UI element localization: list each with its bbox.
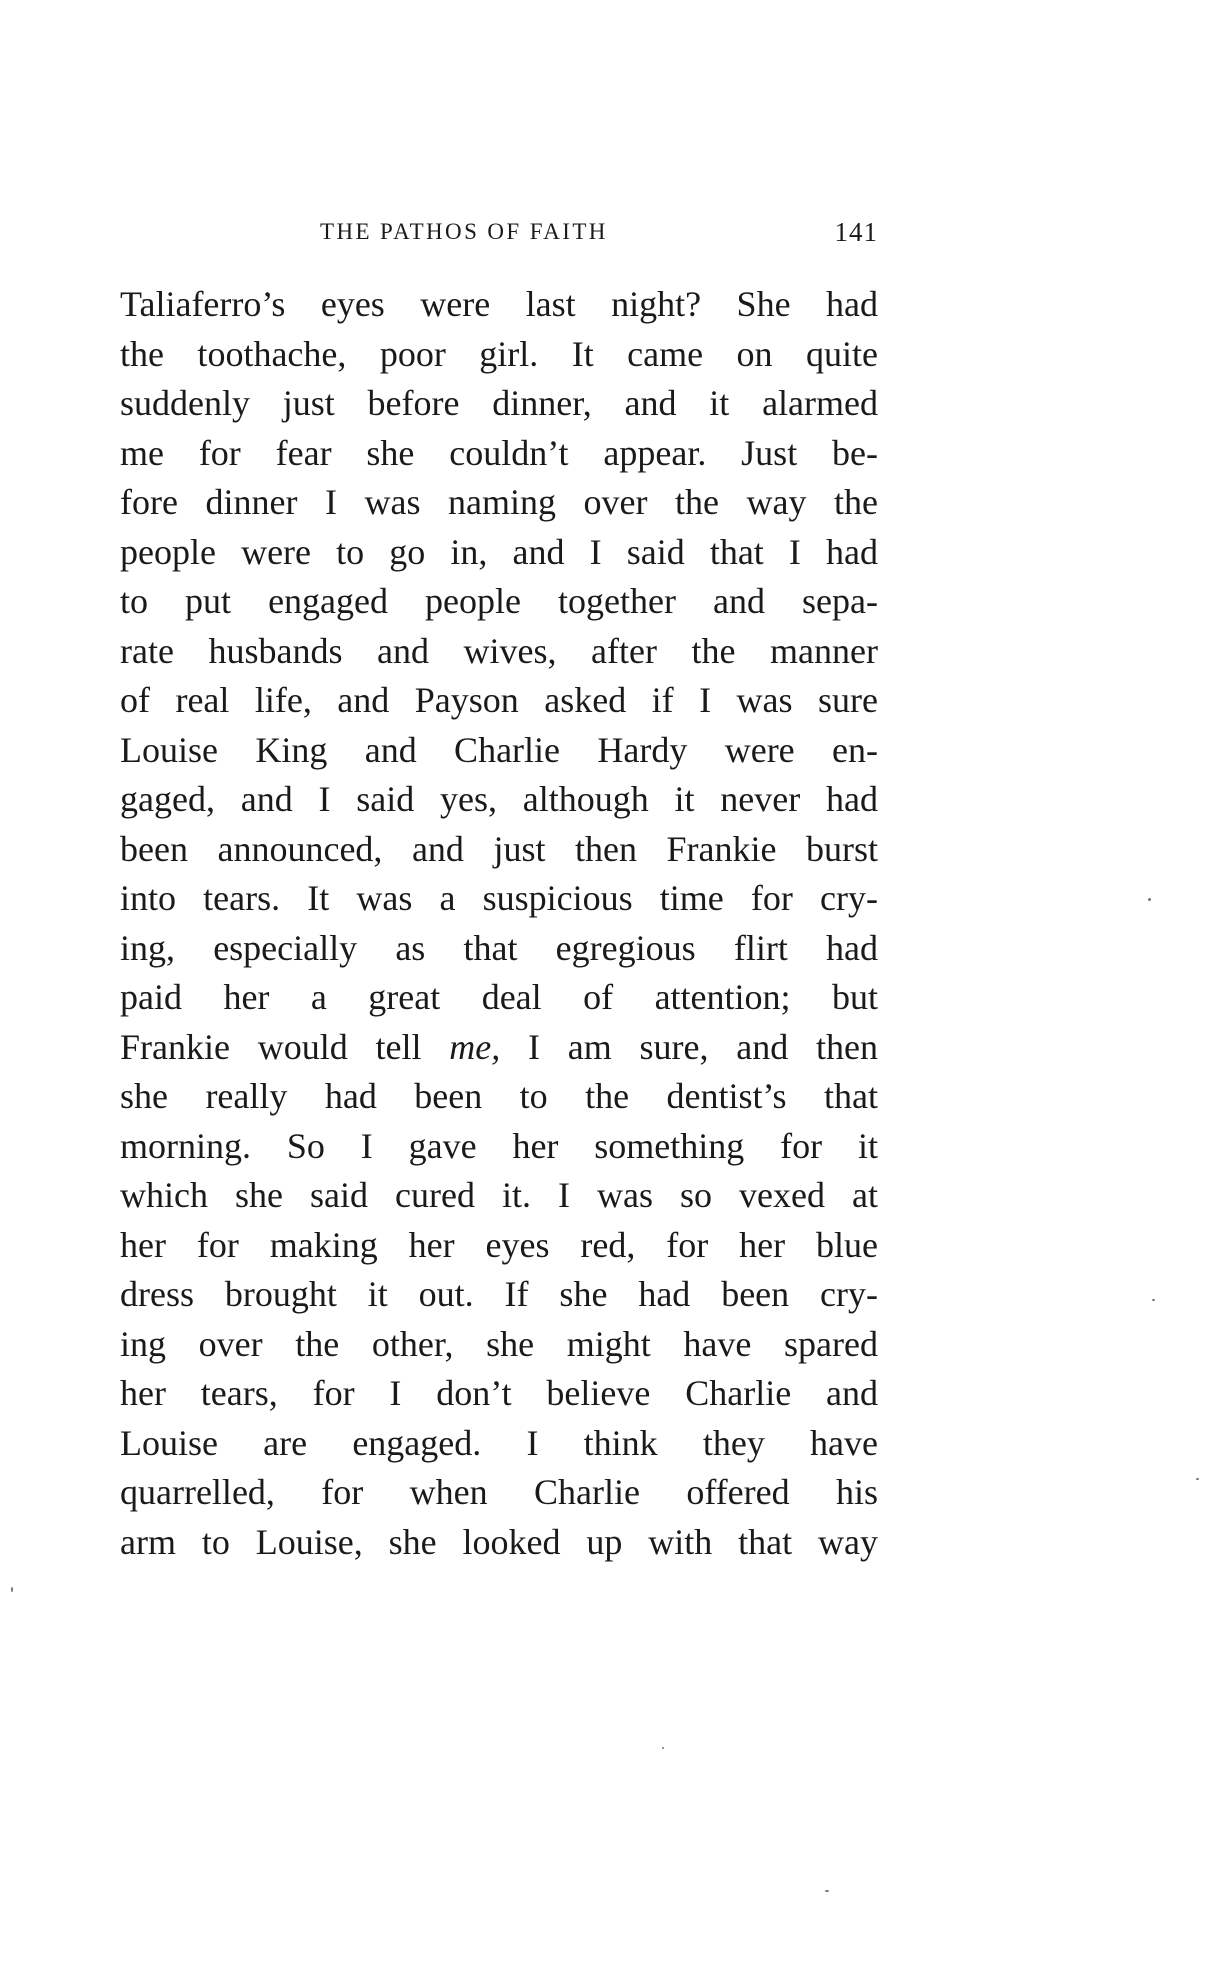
text-line: dress brought it out. If she had been cry- bbox=[120, 1274, 878, 1314]
text-line: to put engaged people together and sepa- bbox=[120, 581, 878, 621]
text-line: Louise are engaged. I think they have bbox=[120, 1422, 878, 1463]
scan-speck bbox=[662, 1747, 664, 1749]
text-line: ing, especially as that egregious flirt had bbox=[120, 927, 878, 968]
text-line: arm to Louise, she looked up with that way bbox=[120, 1521, 878, 1562]
text-line: ing over the other, she might have spared bbox=[120, 1323, 878, 1364]
text-line: of real life, and Payson asked if I was sure bbox=[120, 680, 878, 720]
scan-speck bbox=[11, 1587, 13, 1592]
text-line: her tears, for I don’t believe Charlie and bbox=[120, 1373, 878, 1413]
text-line: quarrelled, for when Charlie offered his bbox=[120, 1472, 878, 1512]
text-line: she really had been to the dentist’s that bbox=[120, 1076, 878, 1116]
text-line: suddenly just before dinner, and it alarmed bbox=[120, 383, 878, 423]
text-line: her for making her eyes red, for her blue bbox=[120, 1224, 878, 1265]
text-line: been announced, and just then Frankie burst bbox=[120, 828, 878, 869]
text-segment: I am sure, and then bbox=[500, 1026, 879, 1067]
text-line: gaged, and I said yes, although it never had bbox=[120, 779, 878, 819]
scan-speck bbox=[1148, 898, 1151, 901]
scan-speck bbox=[1196, 1478, 1199, 1480]
text-segment: Frankie would tell bbox=[120, 1026, 450, 1067]
text-line: Louise King and Charlie Hardy were en- bbox=[120, 729, 878, 770]
text-line: which she said cured it. I was so vexed at bbox=[120, 1175, 878, 1215]
text-line: people were to go in, and I said that I had bbox=[120, 531, 878, 572]
text-line: Taliaferro’s eyes were last night? She had bbox=[120, 284, 878, 324]
text-line: paid her a great deal of attention; but bbox=[120, 977, 878, 1017]
running-head bbox=[120, 214, 878, 250]
scan-speck bbox=[1152, 1299, 1155, 1301]
body-text bbox=[120, 280, 878, 1567]
text-line: me for fear she couldn’t appear. Just be- bbox=[120, 432, 878, 473]
text-line: morning. So I gave her something for it bbox=[120, 1125, 878, 1166]
text-line: fore dinner I was naming over the way the bbox=[120, 482, 878, 522]
text-line: the toothache, poor girl. It came on quite bbox=[120, 333, 878, 374]
text-line bbox=[120, 1023, 878, 1073]
emphasized-word: me, bbox=[449, 1026, 501, 1067]
page-number: 141 bbox=[834, 217, 878, 247]
scan-speck bbox=[825, 1890, 829, 1892]
text-line: rate husbands and wives, after the manner bbox=[120, 630, 878, 671]
text-line: into tears. It was a suspicious time for cry- bbox=[120, 878, 878, 918]
running-title: THE PATHOS OF FAITH bbox=[320, 219, 608, 244]
